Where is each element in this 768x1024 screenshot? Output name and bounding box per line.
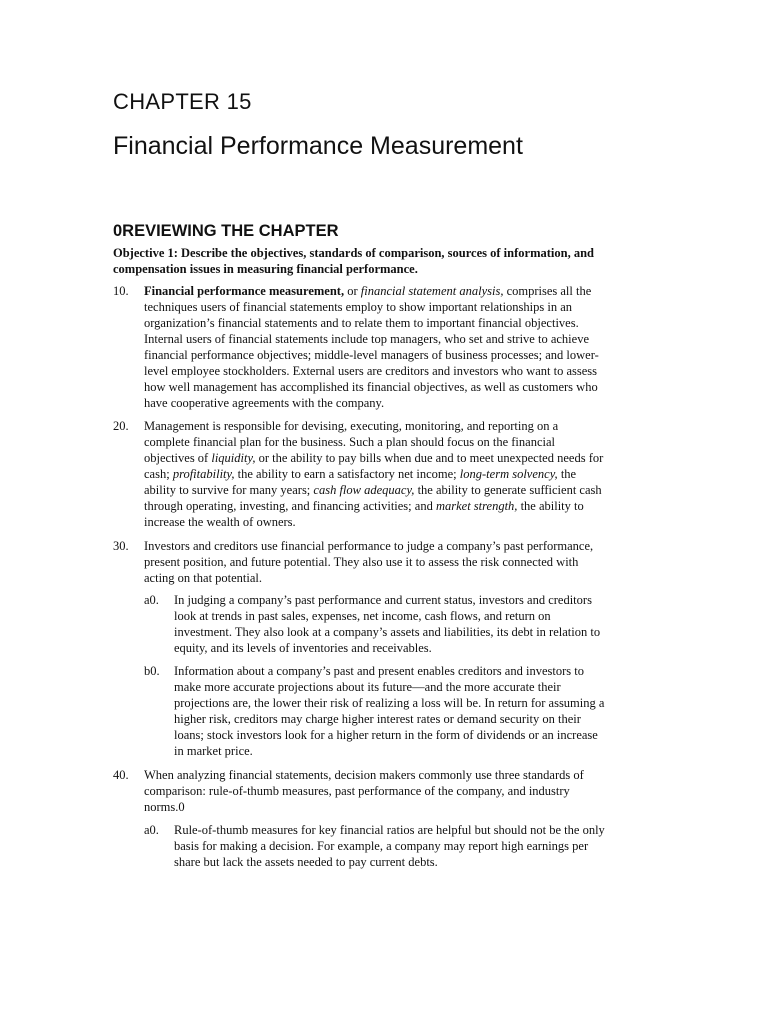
paragraph-line: cash; profitability, the ability to earn a satisfactory net income; long-term solvency, the <box>144 467 577 481</box>
list-item-20 <box>113 418 658 530</box>
paragraph-line: Financial performance measurement, or financial statement analysis, comprises all the <box>144 284 592 298</box>
paragraph-line: equity, and its levels of inventories and receivables. <box>174 641 432 655</box>
list-item-body <box>144 538 658 586</box>
sub-item-body <box>174 592 658 656</box>
list-item-30 <box>113 538 658 586</box>
list-item-number: 20. <box>113 419 129 433</box>
sub-item-body <box>174 822 658 870</box>
paragraph-line: investment. They also look at a company’s assets and liabilities, its debt in relation to <box>174 625 601 639</box>
paragraph-line: techniques users of financial statements employ to show important relationships in an <box>144 300 573 314</box>
paragraph-line: Rule-of-thumb measures for key financial ratios are helpful but should not be the only <box>174 823 605 837</box>
sub-item-letter: a0. <box>144 823 159 837</box>
paragraph-line: Investors and creditors use financial performance to judge a company’s past performance, <box>144 539 594 553</box>
list-item-number: 10. <box>113 284 129 298</box>
paragraph-line: increase the wealth of owners. <box>144 515 296 529</box>
paragraph-line: comparison: rule-of-thumb measures, past performance of the company, and industry <box>144 784 570 798</box>
paragraph-line: In judging a company’s past performance and current status, investors and creditors <box>174 593 592 607</box>
paragraph-line: acting on that potential. <box>144 571 263 585</box>
paragraph-line: Internal users of financial statements include top managers, who set and strive to achieve <box>144 332 589 346</box>
paragraph-line: Information about a company’s past and present enables creditors and investors to <box>174 664 584 678</box>
paragraph-line: When analyzing financial statements, decision makers commonly use three standards of <box>144 768 584 782</box>
sub-item-letter: a0. <box>144 593 159 607</box>
objective-line: compensation issues in measuring financial performance. <box>113 262 418 276</box>
section-heading: 0REVIEWING THE CHAPTER <box>113 222 339 240</box>
paragraph-line: organization’s financial statements and to relate them to important financial objectives. <box>144 316 579 330</box>
paragraph-line: ability to survive for many years; cash flow adequacy, the ability to generate sufficient cash <box>144 483 602 497</box>
paragraph-line: higher risk, creditors may charge higher interest rates or demand security on their <box>174 712 581 726</box>
paragraph-line: financial performance objectives; middle-level managers of business processes; and lower- <box>144 348 599 362</box>
paragraph-line: norms.0 <box>144 800 185 814</box>
paragraph-line: Management is responsible for devising, executing, monitoring, and reporting on a <box>144 419 559 433</box>
paragraph-line: have cooperative agreements with the company. <box>144 396 385 410</box>
paragraph-line: in market price. <box>174 744 253 758</box>
paragraph-line: make more accurate projections about its future—and the more accurate their <box>174 680 561 694</box>
paragraph-line: share but lack the assets needed to pay current debts. <box>174 855 438 869</box>
paragraph-line: how well management has accomplished its financial objectives, as well as customers who <box>144 380 598 394</box>
paragraph-line: objectives of liquidity, or the ability to pay bills when due and to meet unexpected needs for <box>144 451 604 465</box>
paragraph-line: look at trends in past sales, expenses, net income, cash flows, and return on <box>174 609 551 623</box>
chapter-title: Financial Performance Measurement <box>113 132 523 160</box>
list-item-number: 30. <box>113 539 129 553</box>
chapter-label: CHAPTER 15 <box>113 89 252 114</box>
list-item-10 <box>113 283 658 411</box>
paragraph-line: complete financial plan for the business. Such a plan should focus on the financial <box>144 435 555 449</box>
list-item-body <box>144 418 658 530</box>
objective-1 <box>113 245 648 277</box>
paragraph-line: present position, and future potential. They also use it to assess the risk connected with <box>144 555 579 569</box>
paragraph-line: projections are, the lower their risk of realizing a loss will be. In return for assuming a <box>174 696 605 710</box>
list-item-number: 40. <box>113 768 129 782</box>
list-item-40 <box>113 767 658 815</box>
paragraph-line: basis for making a decision. For example, a company may report high earnings per <box>174 839 589 853</box>
sub-item-30-a <box>144 592 658 656</box>
list-item-body <box>144 767 658 815</box>
sub-item-40-a <box>144 822 658 870</box>
objective-line: Objective 1: Describe the objectives, standards of comparison, sources of information, and <box>113 246 594 260</box>
sub-item-30-b <box>144 663 658 759</box>
paragraph-line: through operating, investing, and financing activities; and market strength, the ability to <box>144 499 584 513</box>
paragraph-line: loans; stock investors look for a higher return in the form of dividends or an increase <box>174 728 598 742</box>
sub-item-letter: b0. <box>144 664 160 678</box>
paragraph-line: level employee stockholders. External users are creditors and investors who want to assess <box>144 364 597 378</box>
sub-item-body <box>174 663 658 759</box>
list-item-body <box>144 283 658 411</box>
